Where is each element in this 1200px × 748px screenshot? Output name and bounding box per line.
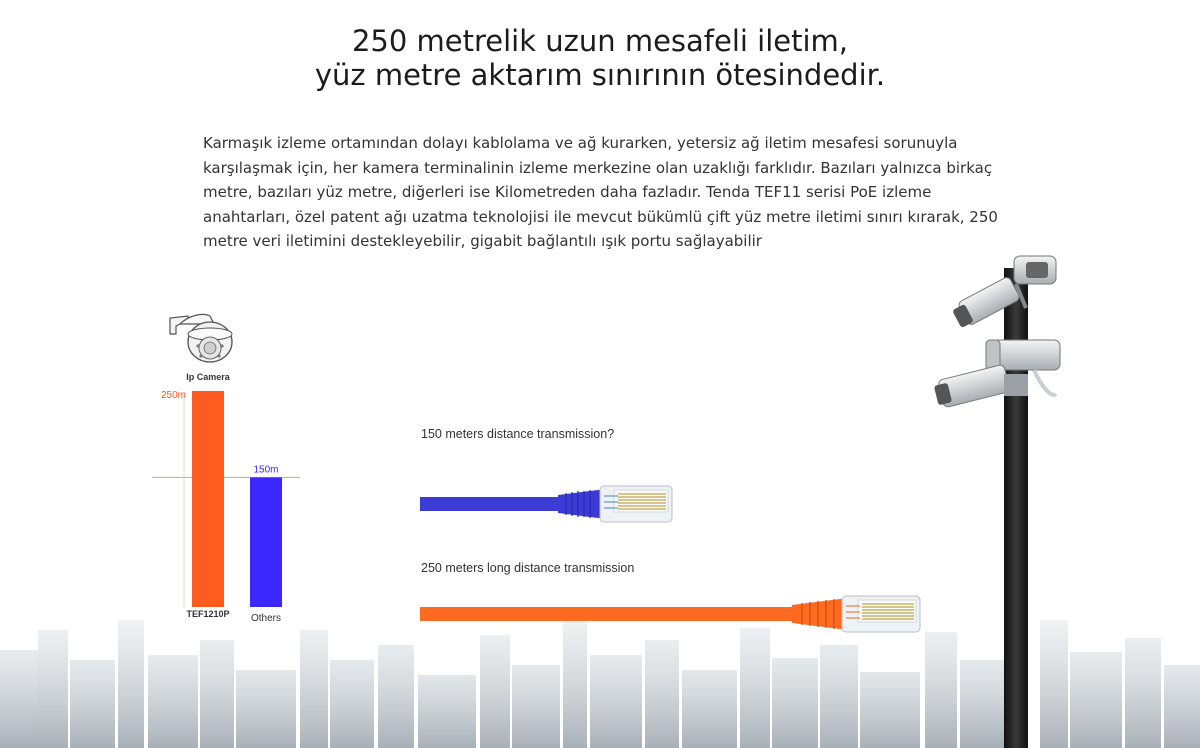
category-label-others: Others: [250, 613, 282, 624]
page-headline: [0, 24, 1200, 92]
description-paragraph: Karmaşık izleme ortamından dolayı kablolama ve ağ kurarken, yetersiz ağ iletim mesafesi sorunuyla karşılaşmak için, her kamera terminalinin izleme merkezine olan uzaklığı farklıdır. Bazıları yalnızca birkaç metre, bazıları yüz metre, diğerleri ise Kilometreden daha fazladır. Tenda TEF11 serisi PoE izleme anahtarları, özel patent ağı uzatma teknolojisi ile mevcut bükümlü çift yüz metre iletimi sınırı kırarak, 250 metre veri iletimini destekleyebilir, gigabit bağlantılı ışık portu sağlayabilir: [203, 134, 998, 249]
value-label-others: 150m: [253, 464, 279, 476]
bar-tef1210p: [192, 391, 224, 607]
headline-line-1: 250 metrelik uzun mesafeli iletim,: [351, 24, 849, 58]
cctv-cameras-on-pole-icon: [930, 248, 1070, 748]
cable-label-250m: 250 meters long distance transmission: [421, 561, 635, 575]
ethernet-cable-icon: [420, 478, 680, 526]
cable-label-150m: 150 meters distance transmission?: [421, 427, 615, 441]
category-label-tef1210p: TEF1210P: [186, 609, 230, 619]
ptz-dome-camera-icon: [170, 314, 232, 362]
ethernet-cable-icon: [420, 590, 930, 638]
value-label-tef1210p: 250m: [160, 390, 186, 401]
bar-others: [250, 477, 282, 607]
distance-comparison-chart: [140, 300, 320, 630]
headline-line-2: yüz metre aktarım sınırının ötesindedir.: [314, 58, 886, 92]
camera-label: Ip Camera: [186, 372, 230, 382]
